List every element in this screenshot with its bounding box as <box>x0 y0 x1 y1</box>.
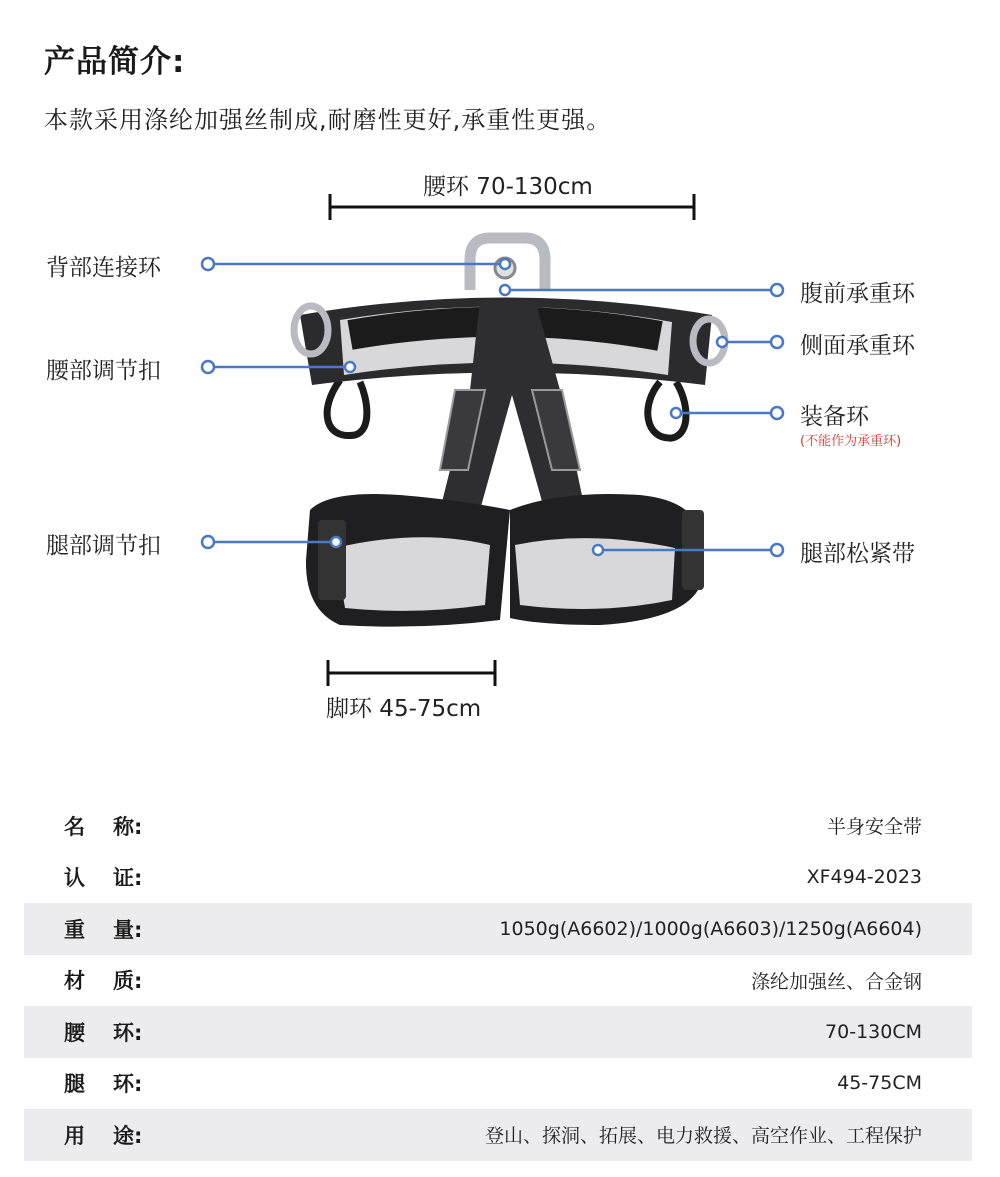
spec-key: 腿 环: <box>64 1072 143 1097</box>
spec-table <box>24 800 972 1161</box>
spec-key: 认 证: <box>64 866 143 891</box>
gear-loop-note: (不能作为承重环) <box>800 434 902 449</box>
spec-row-waist <box>24 1006 972 1058</box>
spec-key: 重 量: <box>64 917 143 942</box>
back-ring-label: 背部连接环 <box>46 255 161 281</box>
intro-text: 本款采用涤纶加强丝制成,耐磨性更好,承重性更强。 <box>44 106 612 134</box>
spec-key: 腰 环: <box>64 1020 143 1045</box>
spec-value: 登山、探洞、拓展、电力救援、高空作业、工程保护 <box>484 1125 922 1148</box>
leg-dimension-line <box>328 660 495 686</box>
leg-elastic-label: 腿部松紧带 <box>800 541 915 567</box>
side-ring-label: 侧面承重环 <box>800 333 915 359</box>
spec-key: 材 质: <box>64 969 143 994</box>
leg-buckle-label: 腿部调节扣 <box>46 533 161 559</box>
spec-value: XF494-2023 <box>806 866 922 889</box>
spec-key: 用 途: <box>64 1123 143 1148</box>
waist-dimension-label: 腰环 70-130cm <box>423 174 593 200</box>
spec-value: 45-75CM <box>837 1072 922 1095</box>
harness-diagram <box>0 150 1000 740</box>
leg-dimension-label: 脚环 45-75cm <box>326 696 482 722</box>
spec-value: 1050g(A6602)/1000g(A6603)/1250g(A6604) <box>499 917 922 940</box>
spec-row-leg <box>24 1058 972 1110</box>
spec-row-usage <box>24 1109 972 1161</box>
spec-row-material <box>24 955 972 1007</box>
spec-row-certification <box>24 852 972 904</box>
spec-value: 半身安全带 <box>826 816 922 839</box>
harness-body <box>294 238 725 627</box>
waist-buckle-label: 腰部调节扣 <box>46 358 161 384</box>
front-ring-label: 腹前承重环 <box>800 281 915 307</box>
spec-row-weight <box>24 903 972 955</box>
spec-key: 名 称: <box>64 814 143 839</box>
gear-loop-label: 装备环 <box>800 404 869 430</box>
page-title: 产品简介: <box>44 44 186 80</box>
spec-value: 70-130CM <box>825 1020 922 1043</box>
spec-row-name <box>24 800 972 852</box>
spec-value: 涤纶加强丝、合金钢 <box>750 970 922 993</box>
